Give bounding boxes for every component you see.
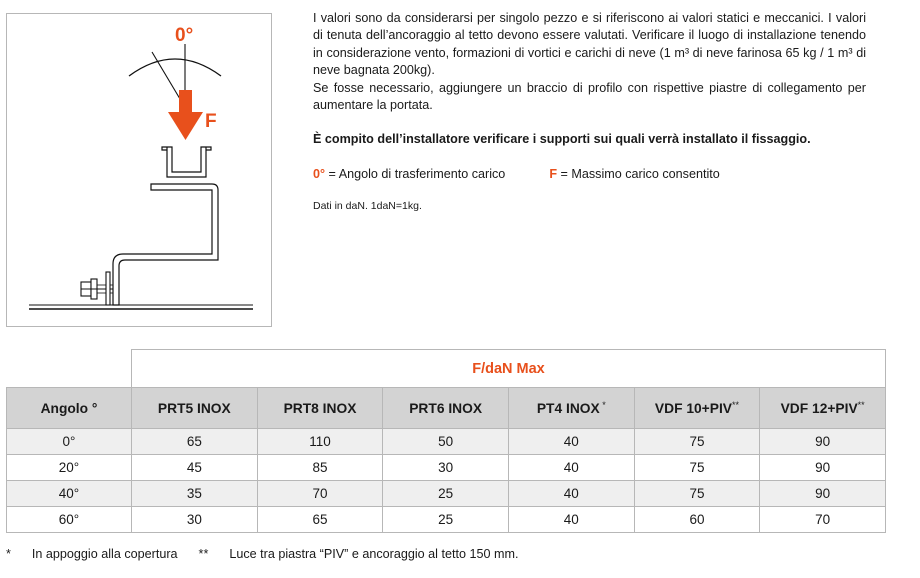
value-cell: 35 <box>132 481 258 507</box>
u-profile <box>162 147 211 177</box>
angle-label: 0° <box>175 25 194 46</box>
column-header <box>634 388 760 429</box>
value-cell: 90 <box>760 481 886 507</box>
paragraph-values: I valori sono da considerarsi per singolo pezzo e si riferiscono ai valori statici e meccanici. I valori di tenuta dell’ancoraggio al tetto devono essere valutati. Verificare il luogo di installazione tenendo in considerazione vento, formazioni di vortici e carichi di neve (1 m³ di neve farinosa 65 kg / 1 m³ di neve bagnata 200kg). <box>313 11 866 78</box>
value-cell: 25 <box>383 507 509 533</box>
column-header <box>760 388 886 429</box>
value-cell: 90 <box>760 429 886 455</box>
value-cell: 45 <box>132 455 258 481</box>
value-cell: 75 <box>634 481 760 507</box>
angle-cell: 0° <box>7 429 132 455</box>
symbol-legend <box>313 166 866 183</box>
value-cell: 70 <box>257 481 383 507</box>
footnote-1-mark: * <box>6 547 11 561</box>
force-label: F <box>205 111 217 132</box>
legend-angle <box>313 166 505 183</box>
angle-cell: 60° <box>7 507 132 533</box>
value-cell: 70 <box>760 507 886 533</box>
bolt-assembly <box>81 272 113 305</box>
angle-arc <box>129 59 221 76</box>
footnote-2-mark: ** <box>198 547 209 561</box>
footnotes <box>6 547 518 561</box>
table-row <box>7 455 886 481</box>
column-header <box>132 388 258 429</box>
value-cell: 40 <box>508 429 634 455</box>
footnote-1-text: In appoggio alla copertura <box>31 547 178 561</box>
legend-angle-symbol: 0° <box>313 166 326 181</box>
load-table <box>6 349 886 533</box>
value-cell: 65 <box>257 507 383 533</box>
force-arrow <box>168 90 203 140</box>
column-header-label: PRT8 INOX <box>283 400 357 416</box>
value-cell: 40 <box>508 507 634 533</box>
z-bracket <box>113 184 218 305</box>
value-cell: 75 <box>634 429 760 455</box>
value-cell: 25 <box>383 481 509 507</box>
column-header-label: PT4 INOX <box>536 400 600 416</box>
value-cell: 90 <box>760 455 886 481</box>
legend-force-symbol: F <box>549 166 558 181</box>
bracket-diagram <box>6 13 272 327</box>
legend-force <box>549 166 719 183</box>
value-cell: 40 <box>508 481 634 507</box>
units-note: Dati in daN. 1daN=1kg. <box>313 200 422 213</box>
column-header <box>508 388 634 429</box>
table-corner <box>7 350 132 388</box>
column-header-mark: ** <box>857 399 865 410</box>
footnote-2-text: Luce tra piastra “PIV” e ancoraggio al tetto 150 mm. <box>229 547 519 561</box>
table-row <box>7 481 886 507</box>
value-cell: 60 <box>634 507 760 533</box>
bracket-drawing <box>7 14 273 328</box>
angle-cell: 20° <box>7 455 132 481</box>
column-header-label: VDF 12+PIV <box>780 400 858 416</box>
column-header-angle: Angolo ° <box>7 388 132 429</box>
value-cell: 65 <box>132 429 258 455</box>
table-row <box>7 507 886 533</box>
column-header <box>383 388 509 429</box>
paragraph-extension: Se fosse necessario, aggiungere un braccio di profilo con rispettive piastre di collegamento per aumentare la portata. <box>313 80 866 113</box>
column-header <box>257 388 383 429</box>
angle-cell: 40° <box>7 481 132 507</box>
group-header: F/daN Max <box>132 350 886 388</box>
legend-angle-text: = Angolo di trasferimento carico <box>328 166 506 181</box>
value-cell: 85 <box>257 455 383 481</box>
value-cell: 50 <box>383 429 509 455</box>
table-row <box>7 429 886 455</box>
value-cell: 40 <box>508 455 634 481</box>
column-header-mark: * <box>599 399 606 410</box>
description <box>313 10 866 216</box>
column-header-mark: ** <box>731 399 739 410</box>
value-cell: 30 <box>383 455 509 481</box>
column-header-label: VDF 10+PIV <box>654 400 732 416</box>
column-header-label: PRT6 INOX <box>409 400 483 416</box>
legend-force-text: = Massimo carico consentito <box>560 166 720 181</box>
value-cell: 30 <box>132 507 258 533</box>
column-header-label: PRT5 INOX <box>157 400 231 416</box>
value-cell: 75 <box>634 455 760 481</box>
value-cell: 110 <box>257 429 383 455</box>
installer-note: È compito dell’installatore verificare i supporti sui quali verrà installato il fissaggio. <box>313 132 811 147</box>
